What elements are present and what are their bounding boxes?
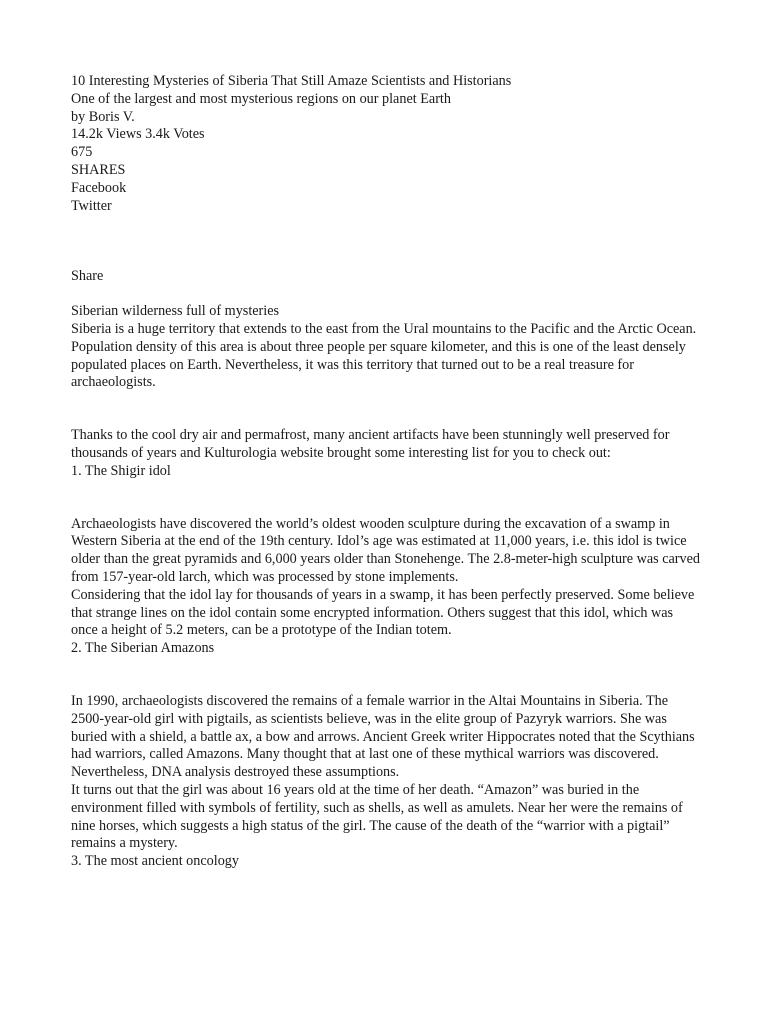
article-subtitle: One of the largest and most mysterious regions on our planet Earth [71,90,451,107]
spacer [71,392,701,427]
article-byline[interactable]: by Boris V. [71,108,135,125]
spacer [71,658,701,693]
intro-heading: Siberian wilderness full of mysteries [71,303,280,320]
share-count: 675 [71,144,93,161]
spacer [71,215,701,268]
section-paragraph-siberian-amazons-2: It turns out that the girl was about 16 years old at the time of her death. “Amazon” was buried in the environment filled with symbols of fertility, such as shells, as well as amulets. Near her were the remains of nine horses, which suggests a high status of the girl. The cause of the death of the “warrior with a pigtail” remains a mystery. [71,781,683,852]
article-stats: 14.2k Views 3.4k Votes [71,126,205,143]
twitter-share-link[interactable]: Twitter [71,197,112,214]
facebook-share-link[interactable]: Facebook [71,179,127,196]
section-heading-shigir-idol: 1. The Shigir idol [71,462,171,479]
section-heading-siberian-amazons: 2. The Siberian Amazons [71,640,215,657]
spacer [71,481,701,516]
article-title: 10 Interesting Mysteries of Siberia That Still Amaze Scientists and Historians [71,73,512,89]
section-paragraph-shigir-idol-2: Considering that the idol lay for thousands of years in a swamp, it has been perfectly preserved. Some believe that strange lines on the idol contain some encrypted information. Others suggest that this idol, which was once a height of 5.2 meters, can be a prototype of the Indian totem. [71,586,695,639]
section-paragraph-shigir-idol: Archaeologists have discovered the world’s oldest wooden sculpture during the excavation of a swamp in Western Siberia at the end of the 19th century. Idol’s age was estimated at 11,000 years, i.e. this idol is twice older than the great pyramids and 6,000 years older than Stonehenge. The 2.8-meter-high sculpture was carved from 157-year-old larch, which was processed by stone implements. [71,515,701,585]
article-page [71,73,701,871]
share-link[interactable]: Share [71,268,104,285]
spacer [71,286,701,303]
shares-label: SHARES [71,161,126,178]
section-heading-ancient-oncology: 3. The most ancient oncology [71,853,239,870]
intro-paragraph: Siberia is a huge territory that extends to the east from the Ural mountains to the Pacific and the Arctic Ocean. Population density of this area is about three people per square kilometer, and this is one of the least densely populated places on Earth. Nevertheless, it was this territory that turned out to be a real treasure for archaeologists. [71,320,697,391]
intro-paragraph-2: Thanks to the cool dry air and permafrost, many ancient artifacts have been stunningly well preserved for thousands of years and Kulturologia website brought some interesting list for you to check out: [71,427,670,461]
section-paragraph-siberian-amazons: In 1990, archaeologists discovered the remains of a female warrior in the Altai Mountains in Siberia. The 2500-year-old girl with pigtails, as scientists believe, was in the elite group of Pazyryk warriors. She was buried with a shield, a battle ax, a bow and arrows. Ancient Greek writer Hippocrates noted that the Scythians had warriors, called Amazons. Many thought that at last one of these mythical warriors was discovered. Nevertheless, DNA analysis destroyed these assumptions. [71,692,695,781]
